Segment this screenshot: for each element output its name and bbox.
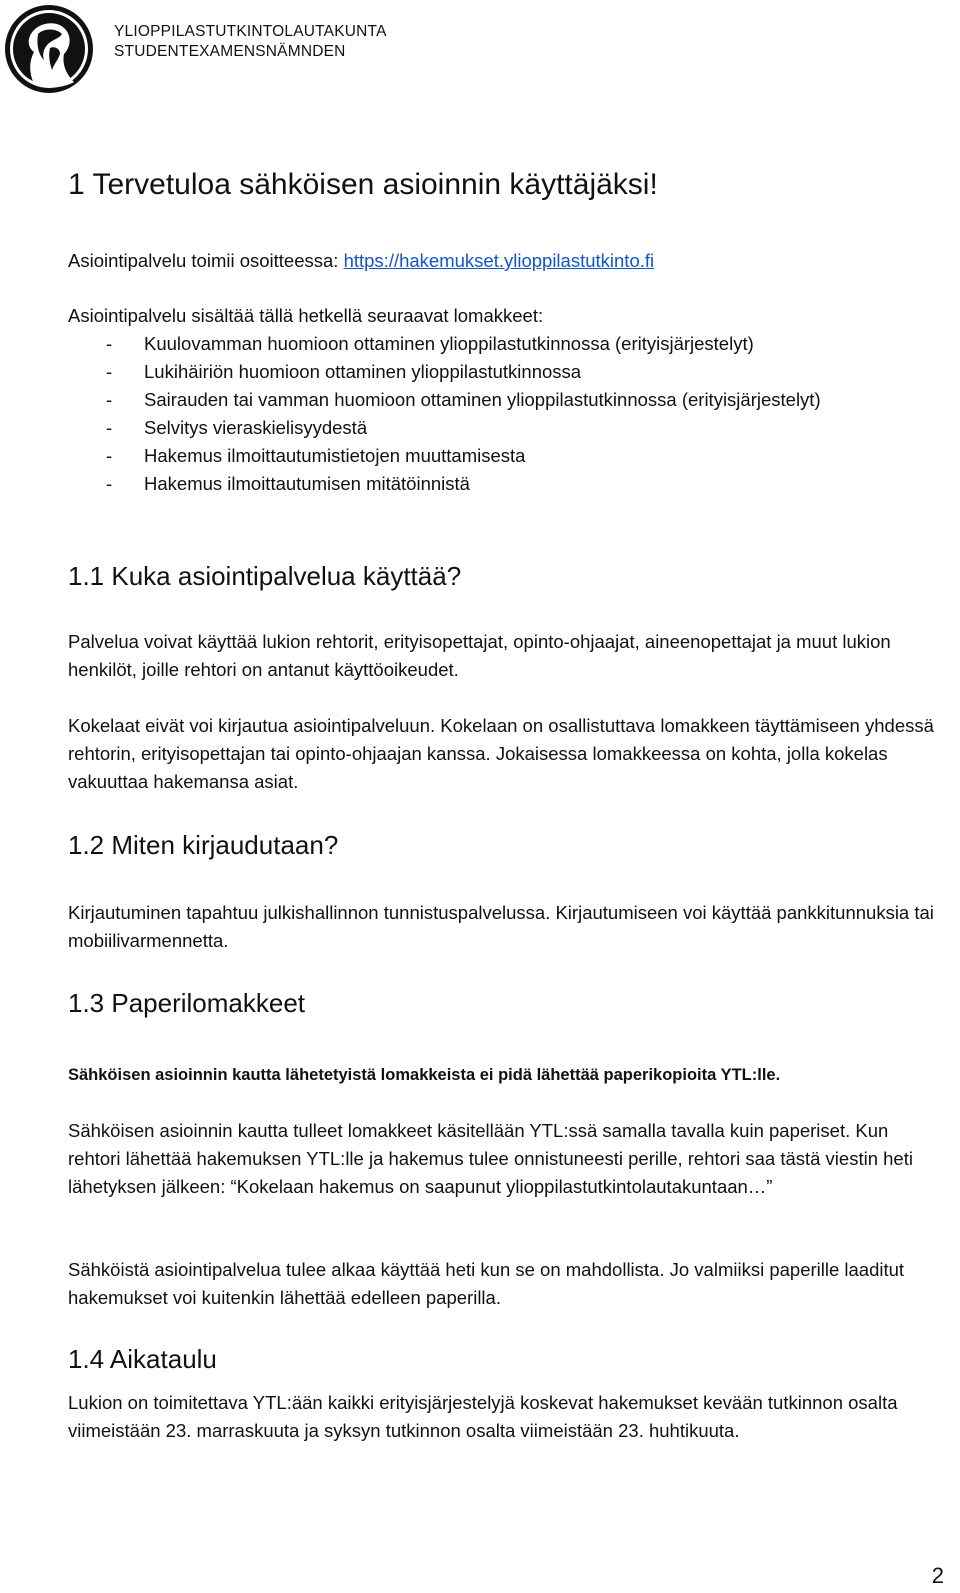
section-1-3-title: 1.3 Paperilomakkeet [68,988,306,1018]
organization-name-sv: STUDENTEXAMENSNÄMNDEN [114,43,346,60]
organization-name-fi: YLIOPPILASTUTKINTOLAUTAKUNTA [114,23,387,40]
list-item: - Selvitys vieraskielisyydestä [68,414,942,442]
section-1-1-paragraph-1: Palvelua voivat käyttää lukion rehtorit, erityisopettajat, opinto-ohjaajat, aineenopettajat ja muut lukion henkilöt, joille rehtori on antanut käyttöoikeudet. [68,631,891,680]
section-1-2-title: 1.2 Miten kirjaudutaan? [68,830,339,860]
document-header [4,4,387,94]
forms-list [68,330,942,498]
list-item: - Hakemus ilmoittautumisen mitätöinnistä [68,470,942,498]
section-1-1-title: 1.1 Kuka asiointipalvelua käyttää? [68,561,462,591]
organization-name [114,22,387,62]
forms-section [68,302,942,498]
section-1-3-paragraph-2: Sähköistä asiointipalvelua tulee alkaa käyttää heti kun se on mahdollista. Jo valmiiksi paperille laaditut hakemukset voi kuitenkin lähettää edelleen paperilla. [68,1259,905,1308]
section-1-4-title: 1.4 Aikataulu [68,1344,217,1374]
section-1-4-paragraph-1: Lukion on toimitettava YTL:ään kaikki erityisjärjestelyjä koskevat hakemukset kevään tutkinnon osalta viimeistään 23. marraskuuta ja syksyn tutkinnon osalta viimeistään 23. huhtikuuta. [68,1392,898,1441]
list-item: - Lukihäiriön huomioon ottaminen ylioppilastutkinnossa [68,358,942,386]
service-address-label: Asiointipalvelu toimii osoitteessa: [68,250,344,271]
list-item: - Sairauden tai vamman huomioon ottaminen ylioppilastutkinnossa (erityisjärjestelyt) [68,386,942,414]
service-address [68,247,942,275]
page-number: 2 [931,1563,944,1588]
section-1-title: 1 Tervetuloa sähköisen asioinnin käyttäjäksi! [68,168,658,201]
section-1-1-paragraph-2: Kokelaat eivät voi kirjautua asiointipalveluun. Kokelaan on osallistuttava lomakkeen täyttämiseen yhdessä rehtorin, erityisopettajan tai opinto-ohjaajan kanssa. Jokaisessa lomakkeessa on kohta, jolla kokelas vakuuttaa hakemansa asiat. [68,715,934,792]
service-address-link[interactable]: https://hakemukset.ylioppilastutkinto.fi [343,250,655,271]
ytl-logo [4,4,94,94]
section-1-2-paragraph-1: Kirjautuminen tapahtuu julkishallinnon tunnistuspalvelussa. Kirjautumiseen voi käyttää pankkitunnuksia tai mobiilivarmennetta. [68,902,934,951]
forms-intro: Asiointipalvelu sisältää tällä hetkellä seuraavat lomakkeet: [68,305,544,326]
paper-copies-note: Sähköisen asioinnin kautta lähetetyistä lomakkeista ei pidä lähettää paperikopioita YTL:lle. [68,1066,781,1084]
list-item: - Kuulovamman huomioon ottaminen ylioppilastutkinnossa (erityisjärjestelyt) [68,330,942,358]
list-item: - Hakemus ilmoittautumistietojen muuttamisesta [68,442,942,470]
section-1-3-paragraph-1: Sähköisen asioinnin kautta tulleet lomakkeet käsitellään YTL:ssä samalla tavalla kuin paperiset. Kun rehtori lähettää hakemuksen YTL:lle ja hakemus tulee onnistuneesti perille, rehtori saa tästä viestin heti lähetyksen jälkeen: “Kokelaan hakemus on saapunut ylioppilastutkintolautakuntaan…” [68,1120,913,1197]
